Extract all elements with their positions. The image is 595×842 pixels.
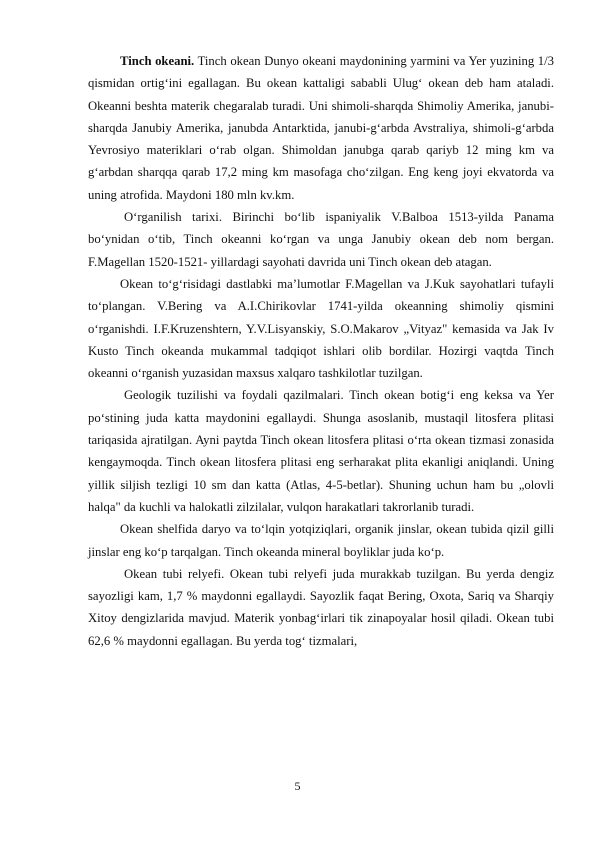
paragraph-exploration-history: O‘rganilish tarixi. Birinchi bo‘lib ispaniyalik V.Balboa 1513-yilda Panama bo‘ynidan o‘tib, Tinch okeanni ko‘rgan va unga Janubiy okean deb nom bergan. F.Magellan 1520-1521- yillardagi sayohati davrida uni Tinch okean deb atagan. [88, 210, 554, 269]
paragraph-pacific-ocean [88, 50, 554, 206]
page-number: 5 [294, 779, 301, 793]
document-body [88, 50, 554, 652]
paragraph-ocean-floor-relief: Okean tubi relyefi. Okean tubi relyefi juda murakkab tuzilgan. Bu yerda dengiz sayozligi kam, 1,7 % maydonni egallaydi. Sayozlik faqat Bering, Oxota, Sariq va Sharqiy Xitoy dengizlarida mavjud. Materik yonbag‘irlari tik zinapoyalar hosil qiladi. Okean tubi 62,6 % maydonni egallagan. Bu yerda tog‘ tizmalari, [88, 566, 554, 648]
paragraph-early-information: Okean to‘g‘risidagi dastlabki ma’lumotlar F.Magellan va J.Kuk sayohatlari tufayli to‘plangan. V.Bering va A.I.Chirikovlar 1741-yilda okeanning shimoliy qismini o‘rganishdi. I.F.Kruzenshtern, Y.V.Lisyanskiy, S.O.Makarov „Vityaz" kemasida va Jak Iv Kusto Tinch okeanda mukammal tadqiqot ishlari olib bordilar. Hozirgi vaqtda Tinch okeanni o‘rganish yuzasidan maxsus xalqaro tashkilotlar tuzilgan. [88, 276, 554, 381]
paragraph-lead-title: Tinch okeani. [120, 54, 195, 68]
paragraph-text: Tinch okean Dunyo okeani maydonining yarmini va Yer yuzining 1/3 qismidan ortig‘ini egallagan. Bu okean kattaligi sababli Ulug‘ okean deb ham ataladi. Okeanni beshta materik chegaralab turadi. Uni shimoli-sharqda Shimoliy Amerika, janubi-sharqda Janubiy Amerika, janubda Antarktida, janubi-g‘arbda Avstraliya, shimoli-g‘arbda Yevrosiyo materiklari o‘rab olgan. Shimoldan janubga qarab qariyb 12 ming km va g‘arbdan sharqqa qarab 17,2 ming km masofaga cho‘zilgan. Eng keng joyi ekvatorda va uning atrofida. Maydoni 180 mln kv.km. [88, 54, 554, 202]
paragraph-geology: Geologik tuzilishi va foydali qazilmalari. Tinch okean botig‘i eng keksa va Yer po‘stining juda katta maydonini egallaydi. Shunga asoslanib, mustaqil litosfera plitasi tariqasida ajratilgan. Ayni paytda Tinch okean litosfera plitasi o‘rta okean tizmasi zonasida kengaymoqda. Tinch okean litosfera plitasi eng serharakat plita ekanligi aniqlandi. Uning yillik siljish tezligi 10 sm dan katta (Atlas, 4-5-betlar). Shuning uchun ham bu „olovli halqa" da kuchli va halokatli zilzilalar, vulqon harakatlari takrorlanib turadi. [88, 388, 554, 514]
paragraph-sediments: Okean shelfida daryo va to‘lqin yotqiziqlari, organik jinslar, okean tubida qizil gilli jinslar eng ko‘p tarqalgan. Tinch okeanda mineral boyliklar juda ko‘p. [88, 522, 554, 559]
